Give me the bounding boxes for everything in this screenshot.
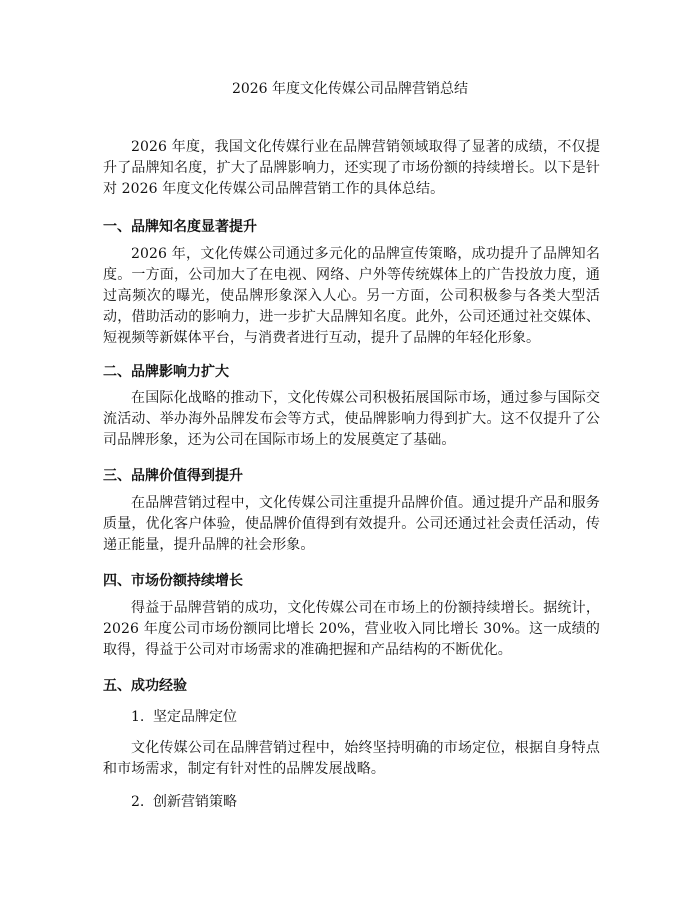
section-heading-3: 三、品牌价值得到提升 [103, 468, 243, 484]
section-body-4: 得益于品牌营销的成功，文化传媒公司在市场上的份额持续增长。据统计，2026 年度公司市场份额同比增长 20%，营业收入同比增长 30%。这一成绩的取得，得益于公司对市场需求的准确把握和产品结构的不断优化。 [103, 600, 600, 658]
section-heading-2: 二、品牌影响力扩大 [103, 364, 229, 380]
experience-body-1: 文化传媒公司在品牌营销过程中，始终坚持明确的市场定位，根据自身特点和市场需求，制定有针对性的品牌发展战略。 [103, 740, 600, 777]
section-body-3: 在品牌营销过程中，文化传媒公司注重提升品牌价值。通过提升产品和服务质量，优化客户体验，使品牌价值得到有效提升。公司还通过社会责任活动，传递正能量，提升品牌的社会形象。 [103, 495, 600, 553]
section-heading-1: 一、品牌知名度显著提升 [103, 219, 257, 235]
experience-item-1 [131, 707, 600, 727]
experience-item-1-number: 1. [131, 709, 145, 725]
experience-item-2-number: 2. [131, 794, 145, 810]
section-body-1: 2026 年，文化传媒公司通过多元化的品牌宣传策略，成功提升了品牌知名度。一方面，公司加大了在电视、网络、户外等传统媒体上的广告投放力度，通过高频次的曝光，使品牌形象深入人心。另一方面，公司积极参与各类大型活动，借助活动的影响力，进一步扩大品牌知名度。此外，公司还通过社交媒体、短视频等新媒体平台，与消费者进行互动，提升了品牌的年轻化形象。 [103, 246, 600, 346]
intro-paragraph: 2026 年度，我国文化传媒行业在品牌营销领域取得了显著的成绩，不仅提升了品牌知名度，扩大了品牌影响力，还实现了市场份额的持续增长。以下是针对 2026 年度文化传媒公司品牌营销工作的具体总结。 [103, 139, 600, 197]
section-heading-4: 四、市场份额持续增长 [103, 573, 243, 589]
experience-item-2 [131, 792, 600, 812]
document-title: 2026 年度文化传媒公司品牌营销总结 [231, 81, 469, 97]
experience-item-1-label: 坚定品牌定位 [153, 709, 237, 725]
section-body-2: 在国际化战略的推动下，文化传媒公司积极拓展国际市场，通过参与国际交流活动、举办海外品牌发布会等方式，使品牌影响力得到扩大。这不仅提升了公司品牌形象，还为公司在国际市场上的发展奠定了基础。 [103, 390, 600, 448]
section-heading-5: 五、成功经验 [103, 678, 187, 694]
experience-item-2-label: 创新营销策略 [153, 794, 237, 810]
